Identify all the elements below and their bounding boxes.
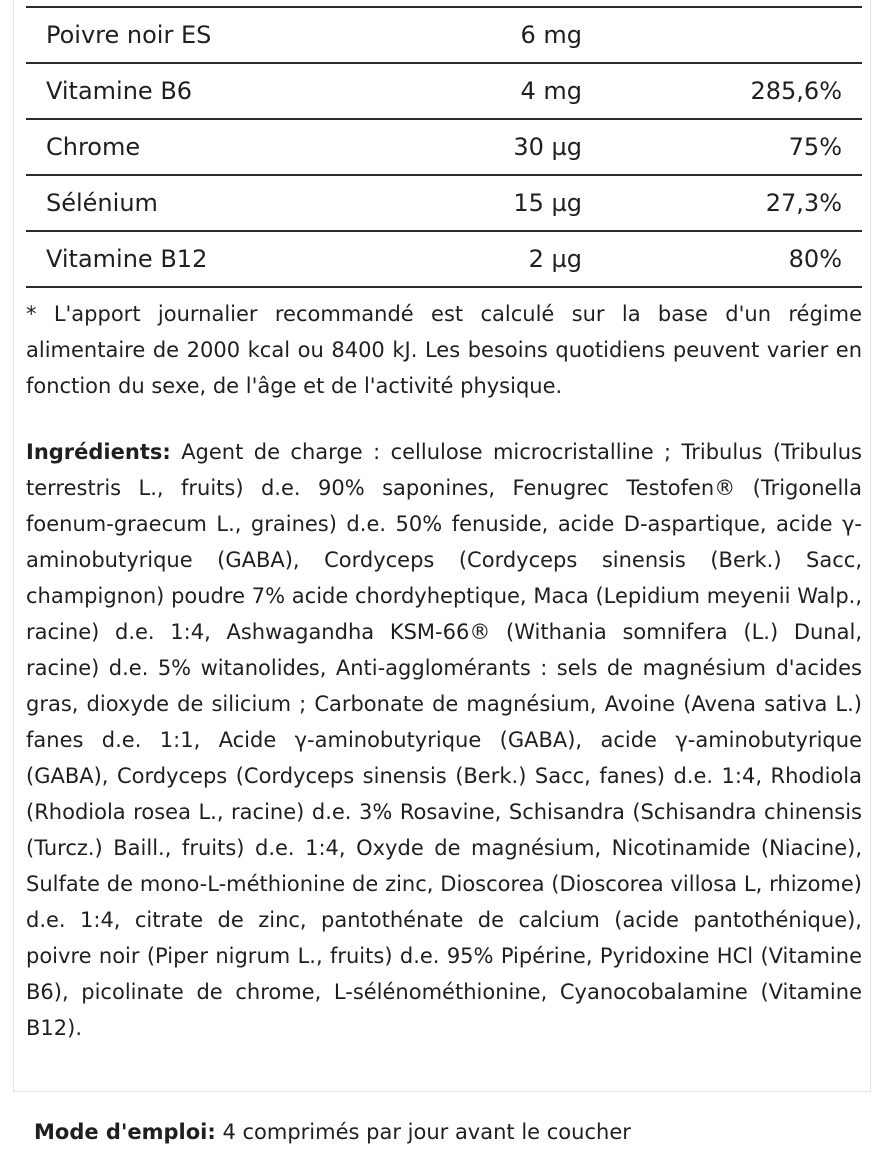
usage-instructions	[34, 1116, 864, 1148]
nutrient-percent: 27,3%	[582, 175, 862, 231]
nutrient-amount: 4 mg	[406, 63, 582, 119]
nutrient-name: Vitamine B12	[26, 231, 406, 287]
table-row	[26, 7, 862, 63]
product-info-card	[13, 0, 871, 1092]
nutrient-name: Vitamine B6	[26, 63, 406, 119]
ingredients-label: Ingrédients:	[26, 440, 171, 464]
table-row	[26, 63, 862, 119]
table-row	[26, 119, 862, 175]
nutrient-amount: 2 µg	[406, 231, 582, 287]
nutrient-name: Chrome	[26, 119, 406, 175]
daily-intake-footnote: * L'apport journalier recommandé est calculé sur la base d'un régime alimentaire de 2000 kcal ou 8400 kJ. Les besoins quotidiens peuvent varier en fonction du sexe, de l'âge et de l'activité physique.	[26, 302, 862, 398]
nutrition-table	[26, 6, 862, 288]
nutrient-percent: 285,6%	[582, 63, 862, 119]
nutrient-amount: 15 µg	[406, 175, 582, 231]
ingredients-paragraph	[26, 434, 862, 1046]
nutrient-percent: 75%	[582, 119, 862, 175]
table-row	[26, 231, 862, 287]
nutrient-percent: 80%	[582, 231, 862, 287]
usage-text: 4 comprimés par jour avant le coucher	[222, 1120, 631, 1144]
table-row	[26, 175, 862, 231]
nutrient-name: Sélénium	[26, 175, 406, 231]
ingredients-text: Agent de charge : cellulose microcristalline ; Tribulus (Tribulus terrestris L., fruits) d.e. 90% saponines, Fenugrec Testofen® (Trigonella foenum-graecum L., graines) d.e. 50% fenuside, acide D-aspartique, acide γ-aminobutyrique (GABA), Cordyceps (Cordyceps sinensis (Berk.) Sacc, champignon) poudre 7% acide chordyheptique, Maca (Lepidium meyenii Walp., racine) d.e. 1:4, Ashwagandha KSM-66® (Withania somnifera (L.) Dunal, racine) d.e. 5% witanolides, Anti-agglomérants : sels de magnésium d'acides gras, dioxyde de silicium ; Carbonate de magnésium, Avoine (Avena sativa L.) fanes d.e. 1:1, Acide γ-aminobutyrique (GABA), acide γ-aminobutyrique (GABA), Cordyceps (Cordyceps sinensis (Berk.) Sacc, fanes) d.e. 1:4, Rhodiola (Rhodiola rosea L., racine) d.e. 3% Rosavine, Schisandra (Schisandra chinensis (Turcz.) Baill., fruits) d.e. 1:4, Oxyde de magnésium, Nicotinamide (Niacine), Sulfate de mono-L-méthionine de zinc, Dioscorea (Dioscorea villosa L, rhizome) d.e. 1:4, citrate de zinc, pantothénate de calcium (acide pantothénique), poivre noir (Piper nigrum L., fruits) d.e. 95% Pipérine, Pyridoxine HCl (Vitamine B6), picolinate de chrome, L-sélénométhionine, Cyanocobalamine (Vitamine B12).	[26, 440, 862, 1040]
nutrient-percent	[582, 7, 862, 63]
usage-label: Mode d'emploi:	[34, 1120, 216, 1144]
nutrient-amount: 30 µg	[406, 119, 582, 175]
nutrient-name: Poivre noir ES	[26, 7, 406, 63]
nutrient-amount: 6 mg	[406, 7, 582, 63]
